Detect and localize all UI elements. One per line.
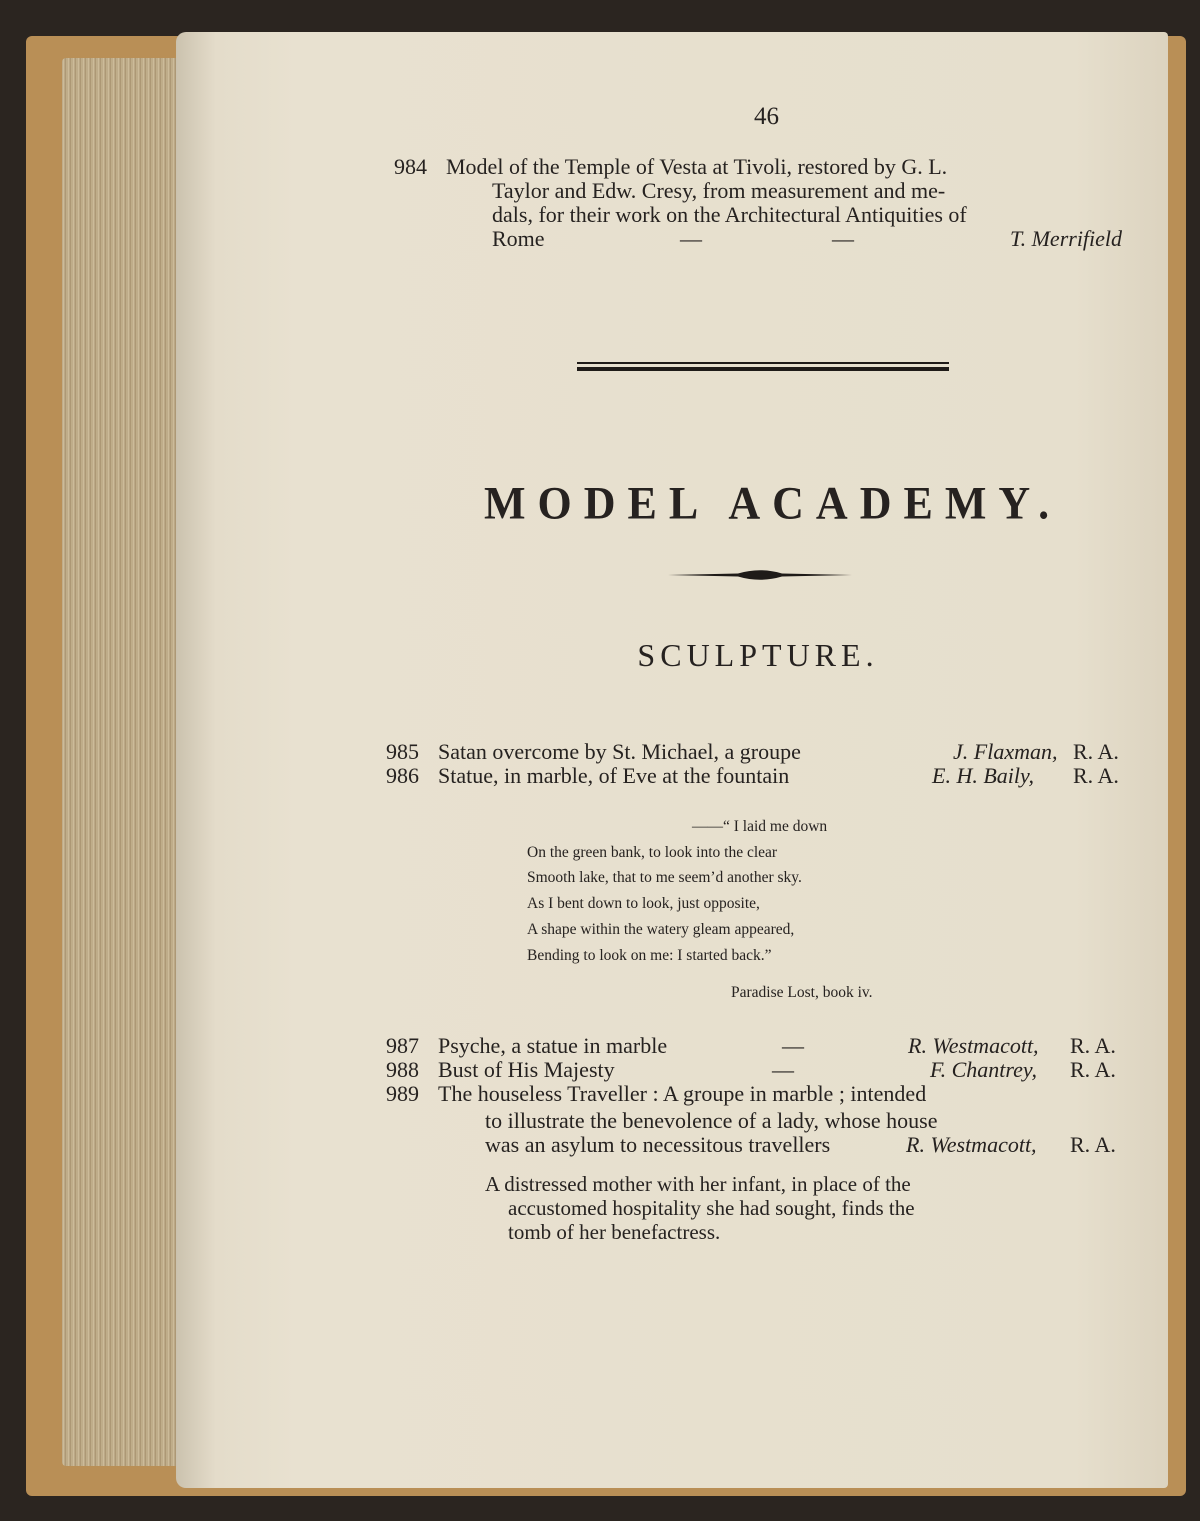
- section-rule-top: [577, 362, 949, 364]
- entry-985-suffix: R. A.: [1073, 739, 1119, 764]
- entry-984-artist: T. Merrifield: [1010, 226, 1123, 251]
- entry-986-number: 986: [386, 763, 419, 788]
- main-title: MODEL ACADEMY.: [484, 477, 1062, 530]
- entry-988-dash: —: [772, 1057, 794, 1082]
- quote-source: Paradise Lost, book iv.: [731, 984, 873, 1001]
- entry-984-number: 984: [394, 154, 427, 179]
- entry-989-line-2: to illustrate the benevolence of a lady, whose house: [485, 1108, 938, 1133]
- entry-988-title: Bust of His Majesty: [438, 1057, 615, 1082]
- entry-985-number: 985: [386, 739, 419, 764]
- entry-987-dash: —: [782, 1033, 804, 1058]
- entry-989-artist: R. Westmacott,: [906, 1132, 1037, 1157]
- quote-line: On the green bank, to look into the clear: [527, 844, 778, 861]
- entry-984-line-3: dals, for their work on the Architectural Antiquities of: [492, 202, 967, 227]
- quote-line: As I bent down to look, just opposite,: [527, 895, 760, 912]
- section-rule-bottom: [577, 367, 949, 371]
- entry-988-suffix: R. A.: [1070, 1057, 1116, 1082]
- entry-989-suffix: R. A.: [1070, 1132, 1116, 1157]
- entry-987-suffix: R. A.: [1070, 1033, 1116, 1058]
- note-line-1: A distressed mother with her infant, in place of the: [485, 1172, 911, 1196]
- entry-987-artist: R. Westmacott,: [908, 1033, 1039, 1058]
- quote-line: ——“ I laid me down: [692, 818, 828, 835]
- entry-986-artist: E. H. Baily,: [932, 763, 1035, 788]
- quote-line: Smooth lake, that to me seem’d another sky.: [527, 869, 802, 886]
- quote-line: Bending to look on me: I started back.”: [527, 947, 772, 964]
- entry-984-line-1: Model of the Temple of Vesta at Tivoli, restored by G. L.: [446, 154, 948, 179]
- note-line-3: tomb of her benefactress.: [508, 1220, 721, 1244]
- entry-986-title: Statue, in marble, of Eve at the fountain: [438, 763, 790, 788]
- entry-985-artist: J. Flaxman,: [953, 739, 1058, 764]
- entry-989-number: 989: [386, 1081, 419, 1106]
- section-title: SCULPTURE.: [637, 637, 879, 673]
- entry-989-line-1: The houseless Traveller : A groupe in marble ; intended: [438, 1081, 927, 1106]
- ornament-divider: [668, 567, 852, 583]
- entry-986-suffix: R. A.: [1073, 763, 1119, 788]
- quote-line: A shape within the watery gleam appeared,: [527, 921, 795, 938]
- entry-989-line-3: was an asylum to necessitous travellers: [485, 1132, 831, 1157]
- entry-984-line-2: Taylor and Edw. Cresy, from measurement and me-: [492, 178, 946, 203]
- entry-984-dash-1: —: [680, 226, 702, 251]
- entry-987-title: Psyche, a statue in marble: [438, 1033, 668, 1058]
- note-line-2: accustomed hospitality she had sought, finds the: [508, 1196, 915, 1220]
- entry-985-title: Satan overcome by St. Michael, a groupe: [438, 739, 801, 764]
- entry-987-number: 987: [386, 1033, 419, 1058]
- page-number: 46: [754, 103, 779, 130]
- page-edges: [62, 58, 182, 1466]
- entry-984-dash-2: —: [832, 226, 854, 251]
- entry-984-line-4: Rome: [492, 226, 545, 251]
- entry-988-artist: F. Chantrey,: [930, 1057, 1037, 1082]
- entry-988-number: 988: [386, 1057, 419, 1082]
